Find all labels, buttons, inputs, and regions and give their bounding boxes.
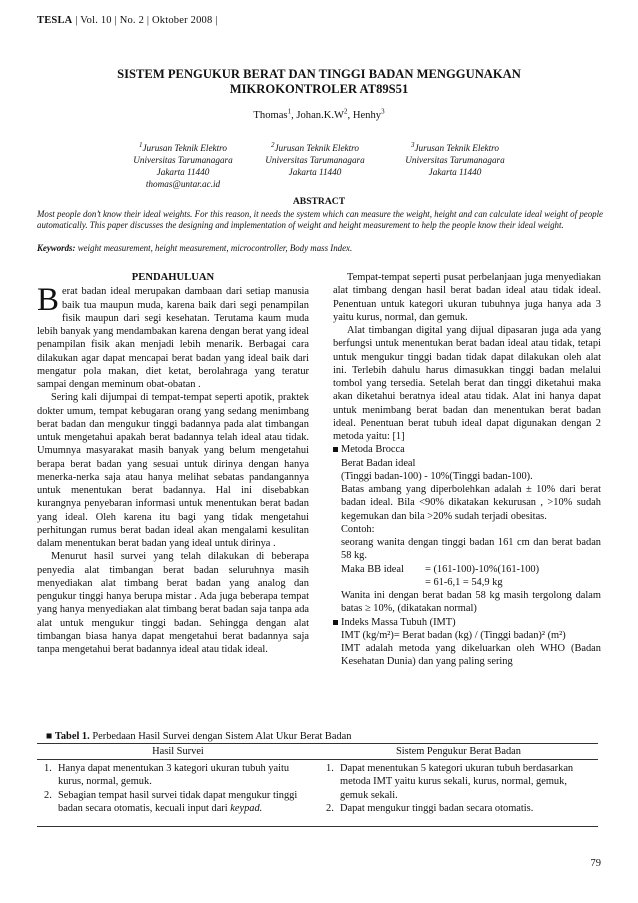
right-paragraph-1: Tempat-tempat seperti pusat perbelanjaan juga menyediakan alat timbang dengan hasil berat badan ideal atau tidak ideal. Penentuan untuk kategori ukuran tubuhnya juga hanya ada 3 yaitu kurus, normal, dan gemuk.	[333, 272, 601, 323]
affiliation-2	[250, 142, 380, 178]
journal-date: Oktober 2008	[152, 15, 213, 26]
keywords	[37, 243, 603, 253]
square-bullet-icon	[333, 447, 338, 452]
brocca-line-1: Berat Badan ideal	[341, 457, 416, 469]
table-header-sistem: Sistem Pengukur Berat Badan	[396, 746, 521, 757]
author-2-sup: 2	[344, 107, 348, 116]
intro-paragraph-1-text: erat badan ideal merupakan dambaan dari setiap manusia baik tua maupun muda, karena baik dari segi penampilan fisik maupun dari segi kesehatan. Terutama kaum muda lebih banyak yang mendambakan karena dengan berat yang ideal penampilan fisik akan menjadi lebih menarik. Berbagai cara dilakukan agar dapat mencapai berat badan yang ideal baik dari mengatur pola makan, diet ketat, berolahraga yang teratur sampai dengan meminum obat-obatan .	[37, 286, 309, 390]
calc-step-2: = 61-6,1 = 54,9 kg	[425, 576, 503, 588]
affiliation-2-sup: 2	[270, 140, 275, 149]
keypad-term: keypad.	[230, 803, 263, 815]
title-line-1: SISTEM PENGUKUR BERAT DAN TINGGI BADAN MENGGUNAKAN	[117, 67, 521, 81]
table-cell-hasil-survei	[44, 762, 312, 816]
author-3-sup: 3	[381, 107, 385, 116]
author-1: Thomas	[253, 110, 288, 121]
brocca-line-3: Batas ambang yang diperbolehkan adalah ± 10% dari berat badan ideal. Bila <90% dikatakan kekurusan , >10% sudah kegemukan dan bila >20% sudah terjadi obesitas.	[341, 484, 601, 522]
author-3: Henhy	[352, 110, 382, 121]
affiliation-3-dept: Jurusan Teknik Elektro	[414, 143, 500, 153]
square-bullet-icon: ■	[46, 731, 53, 742]
table-caption	[46, 731, 351, 742]
journal-name: TESLA	[37, 15, 73, 26]
table-header-rule	[37, 759, 598, 760]
affiliation-1-univ: Universitas Tarumanagara	[133, 155, 233, 165]
table-caption-label: Tabel 1.	[54, 731, 90, 742]
keywords-label: Keywords:	[37, 243, 76, 253]
intro-paragraph-3: Menurut hasil survei yang telah dilakukan di beberapa penyedia alat timbangan berat badan seluruhnya masih menyediakan alat timbang berat badan yang analog dan pengukur tinggi hanya berupa mistar . Ada juga beberapa tempat yang hanya menyediakan alat timbang berat badan saja tanpa ada alat untuk mengukur tinggi badan. Sehingga dengan alat timbangan biasa hanya dapat mengetahui berat badannya saja tanpa mengetahui berat badannya ideal atau tidak ideal.	[37, 551, 309, 655]
right-paragraph-2: Alat timbangan digital yang dijual dipasaran juga ada yang berfungsi untuk menentukan berat badan ideal atau tidak, tetapi untuk mengukur tinggi badan tidak dapat dilakukan oleh alat ini. Terlebih dahulu harus dimasukkan tinggi badan melalui tombol yang tersedia. Setelah berat dan tinggi diketahui maka akan diketahui beratnya ideal atau tidak. Alat ini hanya dapat untuk menimbang berat badan dan menentukan berat badan ideal. Penentuan berat tubuh ideal dapat digunakan dengan 2 metoda yaitu: [1]	[333, 325, 601, 442]
list-item: 2. Sebagian tempat hasil survei tidak dapat mengukur tinggi badan secara otomatis, kecuali input dari keypad.	[44, 789, 298, 815]
calc-label: Maka BB ideal	[341, 563, 404, 575]
intro-paragraph-2: Sering kali dijumpai di tempat-tempat seperti apotik, praktek dokter umum, tempat kebugaran orang yang sedang menimbang berat badan dan mengukur tinggi badannya pada alat timbangan untuk mengetahui apakah berat badannya telah ideal atau tidak. Umumnya masyarakat masih banyak yang belum mengetahui berapa berat badan yang sesuai untuk dirinya dengan hanya menerka-nerka saja atau hanya melihat sebatas pandangannya untuk menentukan berat badannya. Hal ini disebabkan kurangnya penyebaran informasi untuk menentukan berat badan yang ideal. Oleh karena itu bagi yang tidak mengetahui perhitungan rumus berat badan ideal akan mengalami kesulitan dalam menentukan berat badan yang ideal untuk dirinya .	[37, 392, 309, 549]
affiliation-2-city: Jakarta 11440	[288, 167, 342, 177]
journal-volume: Vol. 10	[80, 15, 112, 26]
page-number: 79	[590, 858, 601, 869]
section-heading-pendahuluan: PENDAHULUAN	[131, 272, 215, 283]
title-line-2: MIKROKONTROLER AT89S51	[229, 82, 409, 96]
table-caption-text: Perbedaan Hasil Survei dengan Sistem Alat Ukur Berat Badan	[92, 731, 352, 742]
affiliation-1	[118, 142, 248, 190]
author-list: Thomas$^1$, $Johan.K.W^2$, Henhy$^3$	[253, 107, 385, 121]
affiliation-3-city: Jakarta 11440	[428, 167, 482, 177]
affiliation-1-dept: Jurusan Teknik Elektro	[142, 143, 228, 153]
keywords-text: weight measurement, height measurement, microcontroller, Body mass Index.	[77, 243, 353, 253]
bullet-imt-label: Indeks Massa Tubuh (IMT)	[341, 616, 456, 628]
table-header-hasil-survei: Hasil Survei	[152, 746, 204, 757]
bullet-brocca	[333, 443, 601, 456]
list-item: 2. Dapat mengukur tinggi badan secara otomatis.	[326, 803, 534, 815]
table-cell-sistem	[326, 762, 594, 816]
brocca-line-4: Contoh:	[341, 523, 375, 535]
bullet-brocca-label: Metoda Brocca	[341, 444, 405, 456]
affiliation-1-sup: 1	[138, 140, 143, 149]
brocca-line-2: (Tinggi badan-100) - 10%(Tinggi badan-100).	[341, 470, 533, 482]
intro-paragraph-1	[37, 282, 309, 391]
list-item: 1. Hanya dapat menentukan 3 kategori ukuran tubuh yaitu kurus, normal, gemuk.	[44, 763, 290, 788]
running-head: TESLA | Vol. 10 | No. 2 | Oktober 2008 |	[37, 15, 218, 26]
imt-line-1: IMT (kg/m²)= Berat badan (kg) / (Tinggi badan)² (m²)	[341, 629, 566, 641]
affiliation-3-sup: 3	[410, 140, 415, 149]
right-column	[333, 271, 601, 669]
author-1-sup: 1	[287, 107, 292, 116]
brocca-line-6: Wanita ini dengan berat badan 58 kg masih tergolong dalam batas ≥ 10%, (dikatakan normal)	[341, 590, 601, 615]
bullet-imt	[333, 616, 601, 629]
drop-cap: B	[37, 282, 60, 319]
affiliation-1-city: Jakarta 11440	[156, 167, 210, 177]
journal-number: No. 2	[119, 15, 145, 26]
list-item: 1. Dapat menentukan 5 kategori ukuran tubuh berdasarkan metoda IMT yaitu kurus sekali, kurus, normal, gemuk, gemuk sekali.	[326, 763, 574, 801]
affiliation-3-univ: Universitas Tarumanagara	[405, 155, 505, 165]
affiliation-2-dept: Jurusan Teknik Elektro	[274, 143, 360, 153]
affiliation-3	[390, 142, 520, 178]
table-top-rule	[37, 743, 598, 744]
square-bullet-icon	[333, 620, 338, 625]
left-column	[37, 271, 309, 656]
calc-step-1: = (161-100)-10%(161-100)	[425, 563, 540, 575]
table-bottom-rule	[37, 826, 598, 827]
calc-row-1	[333, 563, 601, 576]
brocca-line-5: seorang wanita dengan tinggi badan 161 cm dan berat badan 58 kg.	[341, 537, 601, 562]
author-2: Johan.K.W	[296, 110, 345, 121]
imt-line-2: IMT adalah metoda yang dikeluarkan oleh WHO (Badan Kesehatan Dunia) dan yang paling sering	[341, 643, 601, 668]
affiliation-2-univ: Universitas Tarumanagara	[265, 155, 365, 165]
abstract-heading: ABSTRACT	[292, 196, 346, 207]
abstract-text: Most people don’t know their ideal weights. For this reason, it needs the system which can measure the weight, height and can calculate ideal weight of people automatically. This paper discusses the designing and implementation of weight and height measurement to help the people know their ideal weight.	[37, 209, 603, 231]
affiliation-1-email[interactable]: thomas@untar.ac.id	[145, 179, 221, 189]
paper-title	[40, 67, 598, 97]
